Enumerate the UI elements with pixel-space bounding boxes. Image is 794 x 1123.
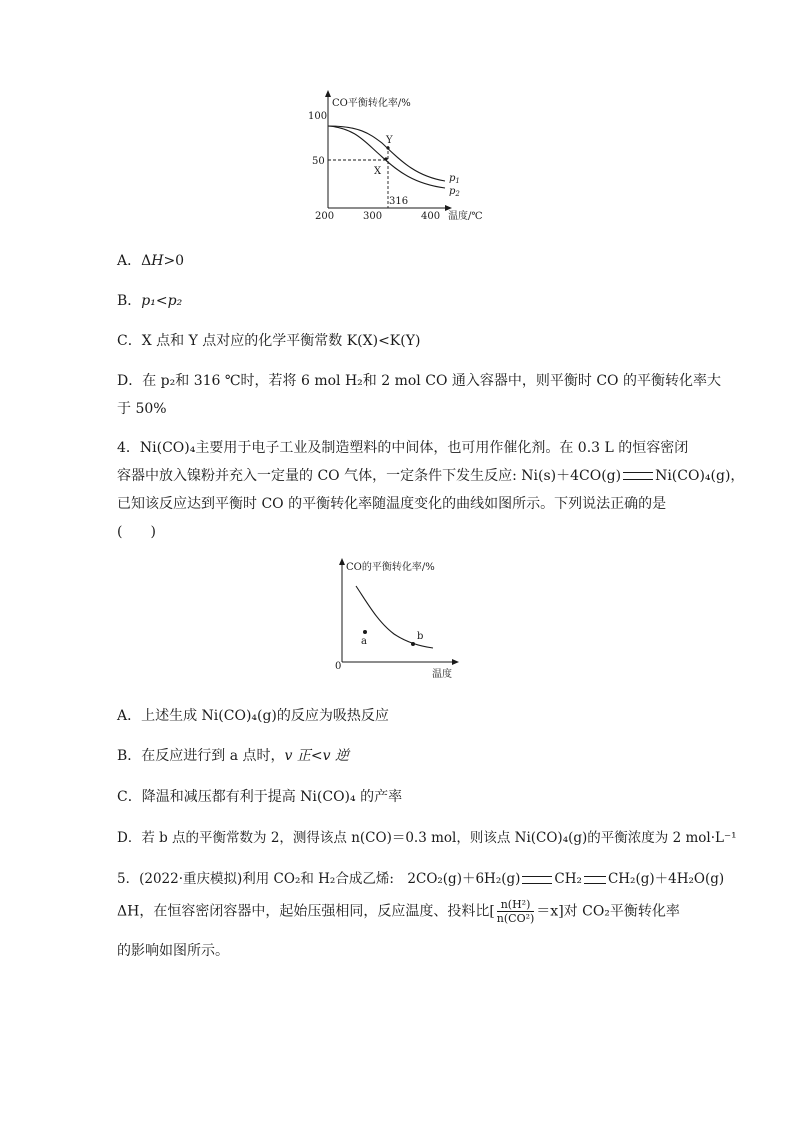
y-axis-arrow [339,558,345,565]
q4-option-d: D．若 b 点的平衡常数为 2，测得该点 n(CO)＝0.3 mol，则该点 Ni(CO)₄(g)的平衡浓度为 2 mol·L⁻¹ [117,830,737,846]
x-tick-200: 200 [315,211,335,222]
q3-option-b-text: p₁<p₂ [141,293,183,309]
q3-option-d-line1: D．在 p₂和 316 ℃时，若将 6 mol H₂和 2 mol CO 通入容器中，则平衡时 CO 的平衡转化率大 [117,373,721,389]
q5-line1-c: CH₂(g)＋4H₂O(g) [607,871,725,887]
equilibrium-arrow-icon [623,472,653,480]
origin-label: 0 [335,661,342,672]
equilibrium-arrow-icon [522,876,552,884]
q4-option-b [117,745,349,765]
q5-line2-a: ΔH，在恒容密闭容器中，起始压强相同，反应温度、投料比[ [117,903,495,920]
graph-co-conversion-vs-temp-2 [330,556,465,681]
y-tick-50: 50 [312,156,325,167]
point-b-label: b [417,631,424,642]
q5-line2-b: ＝x]对 CO₂平衡转化率 [536,903,680,920]
q3-option-d-line2: 于 50% [117,401,167,417]
q3-option-a-prefix: A．Δ [117,253,152,269]
x-tick-300: 300 [363,211,383,222]
point-x-label: X [374,166,382,177]
marker-316-label: 316 [389,196,409,207]
curve-p2-label: $p_2$ [449,186,460,198]
q4-option-b-prefix: B．在反应进行到 a 点时， [117,748,285,764]
x-axis-arrow [452,659,459,665]
q4-option-b-text: v 正<v 逆 [284,748,349,764]
fraction-numerator: n(H²) [497,898,535,912]
q3-option-a-var: H [151,253,164,269]
x-axis-label: 温度/℃ [448,211,483,222]
q4-option-c: C．降温和减压都有利于提高 Ni(CO)₄ 的产率 [117,789,403,805]
fraction-denominator: n(CO²) [496,912,535,925]
q4-stem-line1: 4．Ni(CO)₄主要用于电子工业及制造塑料的中间体，也可用作催化剂。在 0.3 L 的恒容密闭 [117,440,689,456]
y-axis-label: CO的平衡转化率/% [346,562,435,573]
curve-p1-label: $p_1$ [449,173,460,185]
q3-option-b [117,290,182,310]
q4-stem-line4: ( ) [117,524,156,540]
graph-co-conversion-vs-temperature [300,88,500,228]
q5-line3: 的影响如图所示。 [117,943,229,959]
y-axis-arrow [325,90,331,97]
point-y-marker [386,146,389,149]
q3-option-b-prefix: B． [117,293,142,309]
q3-option-a-rest: >0 [163,253,185,269]
point-y-label: Y [386,135,393,146]
q5-line2 [117,898,680,925]
x-tick-400: 400 [421,211,441,222]
q4-stem-line2-a: 容器中放入镍粉并充入一定量的 CO 气体，一定条件下发生反应: Ni(s)＋4CO(g) [117,468,622,484]
q4-stem-line2 [117,465,744,485]
q3-option-a [117,250,184,270]
point-a-label: a [361,636,367,647]
x-axis-label: 温度 [432,669,452,680]
ratio-fraction [497,898,535,925]
y-tick-100: 100 [308,111,328,122]
point-x-marker [384,157,387,160]
q5-line1 [117,867,724,887]
q4-option-a: A．上述生成 Ni(CO)₄(g)的反应为吸热反应 [117,708,389,724]
q4-stem-line2-b: Ni(CO)₄(g)， [655,468,745,484]
q5-line1-b: CH₂ [554,871,582,887]
y-axis-label: CO平衡转化率/% [332,98,411,109]
point-b-marker [411,642,415,646]
q5-line1-a: 5．(2022·重庆模拟)利用 CO₂和 H₂合成乙烯: 2CO₂(g)＋6H₂(g) [117,871,521,887]
q3-option-c: C．X 点和 Y 点对应的化学平衡常数 K(X)<K(Y) [117,333,421,349]
double-bond-icon [584,876,606,884]
point-a-marker [363,630,367,634]
q4-stem-line3: 已知该反应达到平衡时 CO 的平衡转化率随温度变化的曲线如图所示。下列说法正确的是 [117,496,667,512]
